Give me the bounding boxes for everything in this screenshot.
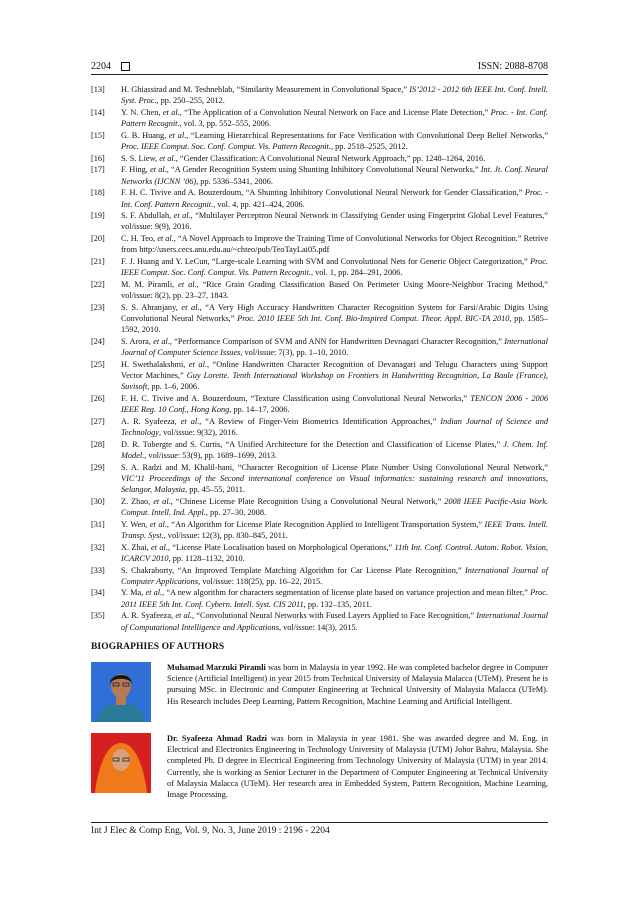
reference-item xyxy=(91,519,548,541)
reference-title: ., “Rice Grain Grading Classification Based On Perimeter Using Moore-Neighbor Tracing Method,” vol/issue: 8(2), pp. 23–27, 1843. xyxy=(121,279,548,301)
reference-title: , “A new algorithm for characters segmentation of license plate based on variance projection and mean filter,” xyxy=(162,588,531,598)
reference-number: [21] xyxy=(91,257,105,267)
reference-number: [28] xyxy=(91,439,105,449)
page-header xyxy=(91,58,548,75)
reference-authors: X. Zhai, xyxy=(121,542,152,552)
reference-item xyxy=(91,153,548,164)
reference-item xyxy=(91,256,548,278)
reference-title: , “Multilayer Perceptron Neural Network in Classifying Gender using Fingerprint Global Level Features,” vol/issue: 9(9), 2016. xyxy=(121,211,548,232)
reference-title: ., “Learning Hierarchical Representations for Face Verification with Convolutional Deep Belief Networks,” xyxy=(184,130,549,140)
reference-number: [26] xyxy=(91,393,105,403)
reference-number: [22] xyxy=(91,279,105,289)
reference-authors: Z. Zhao, xyxy=(121,496,154,506)
reference-tail: , vol/issue: 7(3), pp. 1–10, 2010. xyxy=(240,348,349,358)
reference-number: [31] xyxy=(91,519,105,529)
reference-title: “Texture Classification using Convolutional Neural Networks,” xyxy=(250,393,471,403)
reference-tail: , vol/issue: 53(9), pp. 1689–1699, 2013. xyxy=(144,451,278,460)
reference-venue: VIC’11 Proceedings of the Second international conference on Visual informatics: sustaining research and innovations, Selangor, Malaysia xyxy=(121,473,548,495)
author-portrait-icon xyxy=(91,733,151,793)
reference-number: [34] xyxy=(91,588,105,598)
reference-item xyxy=(91,393,548,415)
reference-item xyxy=(91,496,548,518)
reference-venue: International Journal of Computer Applications xyxy=(121,565,548,586)
reference-authors: Y. Wen, xyxy=(121,519,150,529)
reference-title: “Character Recognition of License Plate Number Using Convolutional Neural Network,” xyxy=(237,462,548,472)
reference-etal: et al xyxy=(149,519,165,529)
author-bio-1 xyxy=(91,662,548,722)
reference-venue: Int. Jt. Conf. Neural Networks (IJCNN ’06) xyxy=(121,165,548,186)
reference-tail: , pp. 2518–2525, 2012. xyxy=(330,142,408,152)
reference-tail: ., pp. 250–255, 2012. xyxy=(154,96,225,106)
reference-title: “An Improved Template Matching Algorithm for Car License Plate Recognition,” xyxy=(177,565,466,575)
reference-number: [14] xyxy=(91,107,105,117)
reference-number: [32] xyxy=(91,542,105,552)
reference-authors: S. Chakraborty, xyxy=(121,565,178,575)
reference-number: [19] xyxy=(91,211,105,221)
footer-citation: Int J Elec & Comp Eng, Vol. 9, No. 3, June 2019 : 2196 - 2204 xyxy=(91,826,330,836)
reference-title: “Similarity Measurement in Convolutional Space,” xyxy=(236,85,410,94)
reference-tail: , pp. 27–30, 2008. xyxy=(205,508,267,518)
reference-item xyxy=(91,462,548,496)
reference-authors: S. A. Radzi and M. Khalil-hani, xyxy=(121,462,238,472)
reference-title: ., “Chinese License Plate Recognition Using a Convolutional Neural Network,” xyxy=(168,496,445,506)
reference-title: ., “Gender Classification: A Convolutional Neural Network Approach,” pp. 1248–1264, 2016. xyxy=(173,153,486,163)
reference-title: ., “License Plate Localisation based on Morphological Operations,” xyxy=(165,542,395,552)
reference-number: [27] xyxy=(91,416,105,426)
reference-authors: S. S. Liew, xyxy=(121,153,160,163)
reference-venue: IS’2012 - 2012 6th IEEE Int. Conf. Intell. Syst. Proc xyxy=(121,85,548,106)
reference-authors: F. Hing, xyxy=(121,165,151,175)
reference-number: [25] xyxy=(91,359,105,369)
reference-authors: A. R. Syafeeza, xyxy=(121,611,176,621)
author-bio-text-2: was born in Malaysia in year 1981. She was awarded degree and M. Eng. in Electrical and Electronics Engineering in Technology University of Malaysia (UTM) Johor Bahru, Malaysia. She completed Ph. D degree in Electrical Engineering from Technology University of Malaysia (UTM) in year 2014. Currently, she is working as Senior Lecturer in the Department of Computer Engineering at Technical University of Malaysia Malacca (UTeM). Her research area in Embedded System, Pattern Recognition, Machine Learning, Image Processing. xyxy=(167,734,548,800)
reference-etal: et al xyxy=(162,107,178,117)
reference-etal: et al xyxy=(159,153,174,163)
reference-tail: , vol/issue: 9(32), 2016. xyxy=(158,428,238,438)
reference-tail: , vol. 3, pp. 552–555, 2006. xyxy=(179,119,272,129)
author-name-1: Muhamad Marzuki Piramli xyxy=(167,663,266,672)
page-footer xyxy=(91,822,548,836)
reference-item xyxy=(91,336,548,358)
reference-number: [13] xyxy=(91,85,105,94)
reference-authors: S. Arora, xyxy=(121,336,154,346)
reference-etal: et al xyxy=(181,302,198,312)
reference-tail: , pp. 1585–1592, 2010. xyxy=(121,314,548,335)
reference-authors: S. S. Ahranjany, xyxy=(121,302,182,312)
reference-item xyxy=(91,610,548,632)
reference-venue: J. Chem. Inf. Model. xyxy=(121,439,548,460)
reference-etal: et al. xyxy=(145,588,163,598)
reference-venue: Proc. 2011 IEEE 5th Int. Conf. Cybern. Intell. Syst. CIS 2011 xyxy=(121,588,548,609)
reference-item xyxy=(91,107,548,129)
reference-authors: Y. N. Chen, xyxy=(121,107,163,117)
reference-tail: , pp. 1128–1132, 2010. xyxy=(168,553,245,563)
reference-item xyxy=(91,279,548,301)
reference-tail: , vol/issue: 14(3), 2015. xyxy=(278,622,358,632)
reference-etal: et al. xyxy=(173,211,191,221)
reference-number: [16] xyxy=(91,153,105,163)
reference-etal: et al xyxy=(153,496,169,506)
reference-authors: Y. Ma, xyxy=(121,588,146,598)
reference-venue: International Journal of Computer Science Issues xyxy=(121,336,548,358)
reference-venue: 2008 IEEE Pacific-Asia Work. Comput. Intell. Ind. Appl. xyxy=(121,496,549,518)
reference-title: “A Unified Architecture for the Detection and Classification of License Plates,” xyxy=(225,439,504,449)
reference-venue: IEEE Trans. Intell. Transp. Syst. xyxy=(121,519,549,540)
reference-title: ., “A Very High Accuracy Handwritten Character Recognition System for Farsi/Arabic Digits Using Convolutional Neural Networks,” xyxy=(121,302,549,324)
reference-authors: H. Ghiassirad and M. Teshnehlab, xyxy=(121,85,237,94)
reference-tail: , vol. 1, pp. 284–291, 2006. xyxy=(310,268,403,278)
reference-etal: et al xyxy=(150,165,165,175)
reference-tail: , pp. 1–6, 2006. xyxy=(147,382,200,392)
reference-tail: , pp. 14–17, 2006. xyxy=(229,405,290,415)
reference-etal: et al. xyxy=(157,234,174,244)
reference-authors: G. B. Huang, xyxy=(121,130,169,140)
reference-number: [33] xyxy=(91,565,105,575)
reference-venue: Proc. - Int. Conf. Pattern Recognit. xyxy=(121,107,549,129)
reference-title: ., “Online Handwritten Character Recognition of Devanagari and Telugu Characters using Support Vector Machines,” xyxy=(121,359,548,381)
reference-number: [24] xyxy=(91,336,105,346)
reference-venue: Proc. IEEE Comput. Soc. Conf. Comput. Vis. Pattern Recognit. xyxy=(121,257,549,278)
references-list xyxy=(91,84,548,633)
reference-venue: Guy Lorette. Tenth International Workshop on Frontiers in Handwriting Recognition, La Baule (France), Suvisoft xyxy=(121,371,548,392)
reference-authors: F. J. Huang and Y. LeCun, xyxy=(121,257,212,267)
reference-item xyxy=(91,164,548,186)
reference-authors: A. R. Syafeeza, xyxy=(121,416,181,426)
reference-number: [23] xyxy=(91,302,105,312)
reference-item xyxy=(91,130,548,152)
reference-etal: et al xyxy=(180,416,198,426)
reference-number: [18] xyxy=(91,188,105,198)
reference-title: “Large-scale Learning with SVM and Convolutional Nets for Generic Object Categorization,” xyxy=(211,257,531,267)
reference-item xyxy=(91,439,548,461)
reference-item xyxy=(91,416,548,438)
reference-etal: et al. xyxy=(175,611,193,621)
reference-tail: , vol/issue: 12(3), pp. 830–845, 2011. xyxy=(163,530,288,540)
reference-title: , “Convolutional Neural Networks with Fused Layers Applied to Face Recognition,” xyxy=(192,611,477,621)
reference-venue: International Journal of Computational Intelligence and Applications xyxy=(121,611,549,632)
reference-authors: F. H. C. Tivive and A. Bouzerdoum, xyxy=(121,393,251,403)
reference-tail: , pp. 132–135, 2011. xyxy=(303,599,372,609)
author-bio-2 xyxy=(91,733,548,800)
reference-title: ., “A Gender Recognition System using Shunting Inhibitory Convolutional Neural Networks,” xyxy=(164,165,481,175)
author-photo-2 xyxy=(91,733,151,793)
reference-number: [15] xyxy=(91,130,105,140)
reference-item xyxy=(91,187,548,209)
reference-venue: TENCON 2006 - 2006 IEEE Reg. 10 Conf., Hong Kong xyxy=(121,393,548,415)
reference-number: [20] xyxy=(91,234,105,244)
reference-etal: et al xyxy=(178,279,195,289)
reference-item xyxy=(91,359,548,393)
reference-venue: Proc. IEEE Comput. Soc. Conf. Comput. Vis. Pattern Recognit. xyxy=(121,142,331,152)
reference-tail: , vol. 4, pp. 421–424, 2006. xyxy=(213,199,305,209)
reference-authors: H. Swethalakshmi, xyxy=(121,359,189,369)
reference-venue: Proc. - Int. Conf. Pattern Recognit. xyxy=(121,188,549,209)
reference-authors: M. M. Piramli, xyxy=(121,279,179,289)
reference-venue: Indian Journal of Science and Technology xyxy=(121,416,548,438)
reference-item xyxy=(91,233,548,255)
reference-etal: et al xyxy=(168,130,185,140)
reference-number: [35] xyxy=(91,611,105,621)
reference-tail: , vol/issue: 118(25), pp. 16–22, 2015. xyxy=(198,576,323,586)
reference-etal: et al xyxy=(151,542,166,552)
reference-title: ., “An Algorithm for License Plate Recognition Applied to Intelligent Transportation System,” xyxy=(164,519,485,529)
author-bio-text-1: was born in Malaysia in year 1992. He was completed bachelor degree in Computer Science (Artificial Intelligent) in year 2015 from Technical University of Malaysia Malacca (UTeM). Present he is pursuing MSc. in Electronic and Computer Engineering at Technical University of Malaysia Malacca (UTeM). His Research includes Deep Learning, Pattern Recognition, Machine Learning and Artificial Intelligent. xyxy=(167,663,548,706)
author-portrait-icon xyxy=(91,662,151,722)
reference-etal: et al xyxy=(153,336,168,346)
reference-item xyxy=(91,84,548,106)
box-icon xyxy=(121,62,130,71)
reference-number: [17] xyxy=(91,165,105,175)
reference-venue: 11th Int. Conf. Control. Autom. Robot. Vision, ICARCV 2010 xyxy=(121,542,549,563)
reference-title: ., “A Review of Finger-Vein Biometrics Identification Approaches,” xyxy=(197,416,441,426)
reference-title: “A Shunting Inhibitory Convolutional Neural Network for Gender Classification,” xyxy=(245,188,525,198)
reference-tail: , pp. 45–55, 2011. xyxy=(185,485,245,495)
reference-title: ., “Performance Comparison of SVM and ANN for Handwritten Devnagari Character Recognition,” xyxy=(167,336,505,346)
reference-number: [29] xyxy=(91,462,105,472)
author-name-2: Dr. Syafeeza Ahmad Radzi xyxy=(167,734,267,743)
reference-item xyxy=(91,542,548,564)
reference-authors: D. R. Tobergte and S. Curtis, xyxy=(121,439,226,449)
reference-venue: Proc. 2010 IEEE 5th Int. Conf. Bio-Inspired Comput. Theor. Appl. BIC-TA 2010 xyxy=(237,314,510,324)
reference-item xyxy=(91,210,548,232)
reference-etal: et al xyxy=(188,359,205,369)
reference-tail: , pp. 5336–5341, 2006. xyxy=(196,176,273,186)
reference-authors: S. F. Abdullah, xyxy=(121,211,174,221)
reference-item xyxy=(91,587,548,609)
reference-title: , “A Novel Approach to Improve the Training Time of Convolutional Networks for Object Recognition.” Retrive from http://users.cecs.anu.edu.au/~chteo/pub/TeoTayLai05.pdf xyxy=(121,234,549,255)
issn: ISSN: 2088-8708 xyxy=(477,60,548,72)
reference-item xyxy=(91,302,548,336)
reference-authors: C. H. Teo, xyxy=(121,234,158,244)
reference-number: [30] xyxy=(91,496,105,506)
reference-item xyxy=(91,565,548,587)
author-photo-1 xyxy=(91,662,151,722)
biographies-heading: BIOGRAPHIES OF AUTHORS xyxy=(91,642,225,652)
reference-title: ., “The Application of a Convolution Neural Network on Face and License Plate Detection,” xyxy=(177,107,491,117)
reference-authors: F. H. C. Tivive and A. Bouzerdoum, xyxy=(121,188,246,198)
page-number: 2204 xyxy=(91,60,111,72)
